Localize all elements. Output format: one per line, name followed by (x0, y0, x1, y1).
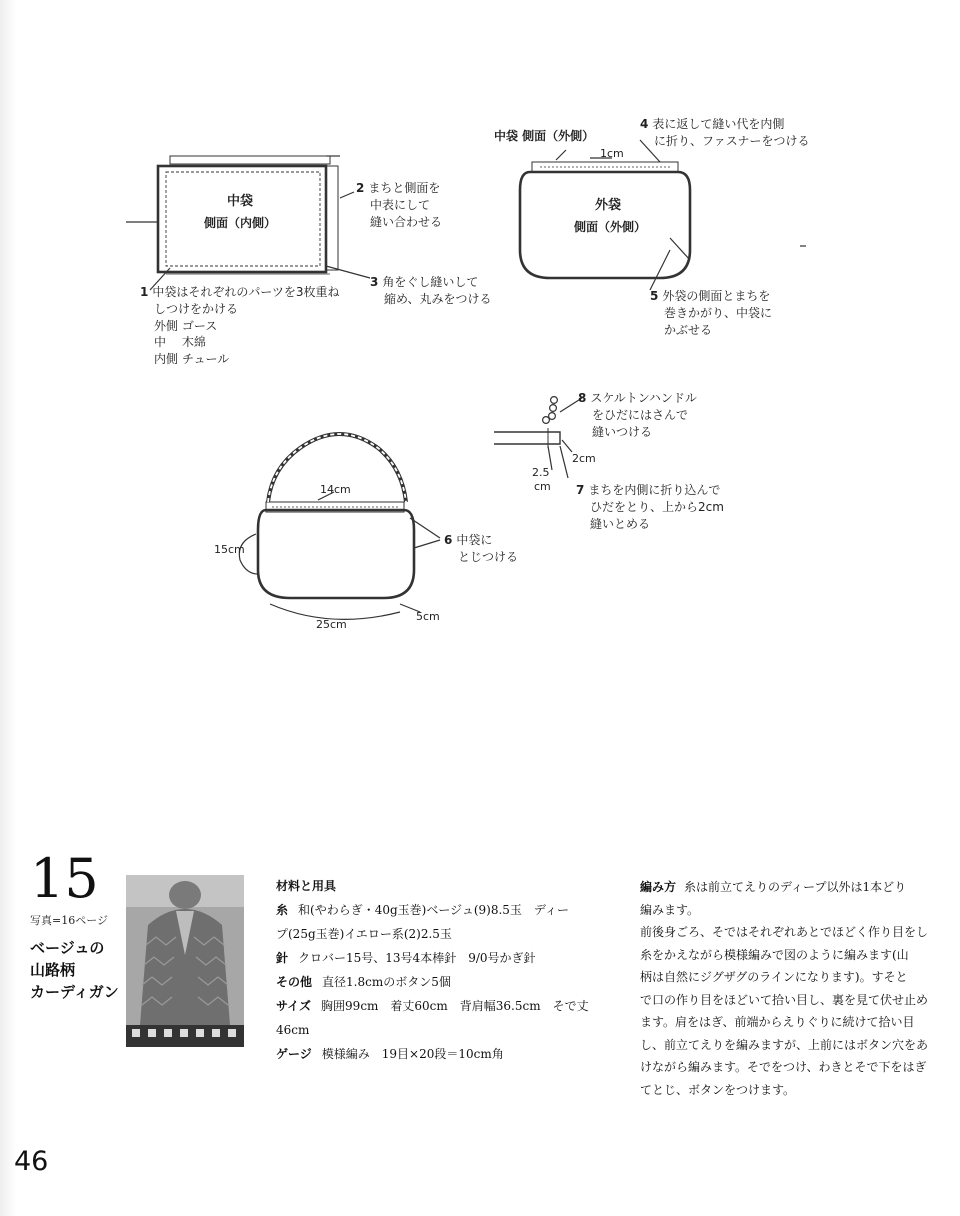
outer-bag-title: 外袋 (594, 198, 621, 213)
materials-size: サイズ 胸囲99cm 着丈60cm 背肩幅36.5cm そで丈 (276, 999, 589, 1013)
step-5-label: 5 外袋の側面とまちを 巻きかがり、中袋に かぶせる (650, 289, 773, 337)
materials-size-cont: 46cm (276, 1023, 310, 1037)
materials-heading: 材料と用具 (276, 879, 337, 893)
materials-other: その他 直径1.8cmのボタン5個 (276, 975, 451, 989)
step-6-label: 6 中袋に とじつける (444, 533, 519, 564)
measure-2-5-unit: cm (534, 480, 551, 493)
measure-5cm: 5cm (416, 610, 440, 623)
pattern-title: ベージュの 山路柄 カーディガン (30, 939, 119, 1001)
measure-1cm: 1cm (600, 147, 624, 160)
measure-2-5: 2.5 (532, 466, 550, 479)
method-line: で口の作り目をほどいて拾い目し、裏を見て伏せ止め (640, 992, 929, 1007)
outer-bag-illustration (520, 140, 806, 290)
knitting-method-section (640, 876, 960, 1101)
measure-25cm: 25cm (316, 618, 347, 631)
pattern-number: 15 (30, 847, 99, 910)
method-line: 柄は自然にジグザグのラインになります)。すそと (640, 970, 908, 984)
method-line: 編みます。 (640, 902, 700, 917)
method-line: てとじ、ボタンをつけます。 (640, 1082, 796, 1097)
materials-needle: 針 クロバー15号、13号4本棒針 9/0号かぎ針 (276, 951, 536, 965)
step-7-label: 7 まちを内側に折り込んで ひだをとり、上から2cm 縫いとめる (576, 483, 724, 531)
photo-reference: 写真=16ページ (30, 914, 108, 927)
materials-gauge: ゲージ 模様編み 19目×20段＝10cm角 (276, 1047, 504, 1061)
materials-section (276, 874, 621, 1066)
step-2-label: 2 まちと側面を 中表にして 縫い合わせる (356, 181, 443, 229)
method-first-line: 編み方 糸は前立てえりのディープ以外は1本どり (640, 880, 907, 894)
materials-yarn: 糸 和(やわらぎ・40g玉巻)ベージュ(9)8.5玉 ディー (276, 903, 569, 917)
materials-yarn-cont: プ(25g玉巻)イエロー系(2)2.5玉 (276, 927, 452, 941)
measure-15cm: 15cm (214, 543, 245, 556)
step-1-label: 1 中袋はそれぞれのパーツを3枚重ね しつけをかける 外側 ゴース 中 木綿 内側 チュール (140, 285, 340, 367)
step-4-label: 4 表に返して縫い代を内側 に折り、ファスナーをつける (640, 117, 810, 148)
inner-side-outside-label: 中袋 側面（外側） (494, 129, 595, 143)
cardigan-photo (126, 875, 244, 1047)
measure-14cm: 14cm (320, 483, 351, 496)
method-line: ます。肩をはぎ、前端からえりぐりに続けて拾い目 (640, 1015, 915, 1029)
finished-bag-illustration (239, 434, 440, 619)
method-line: 糸をかえながら模様編みで図のように編みます(山 (640, 947, 909, 962)
measure-2cm: 2cm (572, 452, 596, 465)
method-line: 前後身ごろ、そではそれぞれあとでほどく作り目をし (640, 925, 929, 939)
page-number: 46 (14, 1146, 49, 1177)
outer-side-outside-label: 側面（外側） (573, 220, 646, 234)
inner-side-inside-label: 側面（内側） (203, 216, 276, 230)
method-line: し、前立てえりを編みますが、上前にはボタン穴をあ (640, 1037, 929, 1052)
step-3-label: 3 角をぐし縫いして 縮め、丸みをつける (370, 275, 492, 306)
method-line: けながら編みます。そでをつけ、わきとそで下をはぎ (640, 1060, 927, 1074)
inner-bag-title: 中袋 (226, 194, 253, 209)
step-8-label: 8 スケルトンハンドル をひだにはさんで 縫いつける (578, 391, 697, 439)
